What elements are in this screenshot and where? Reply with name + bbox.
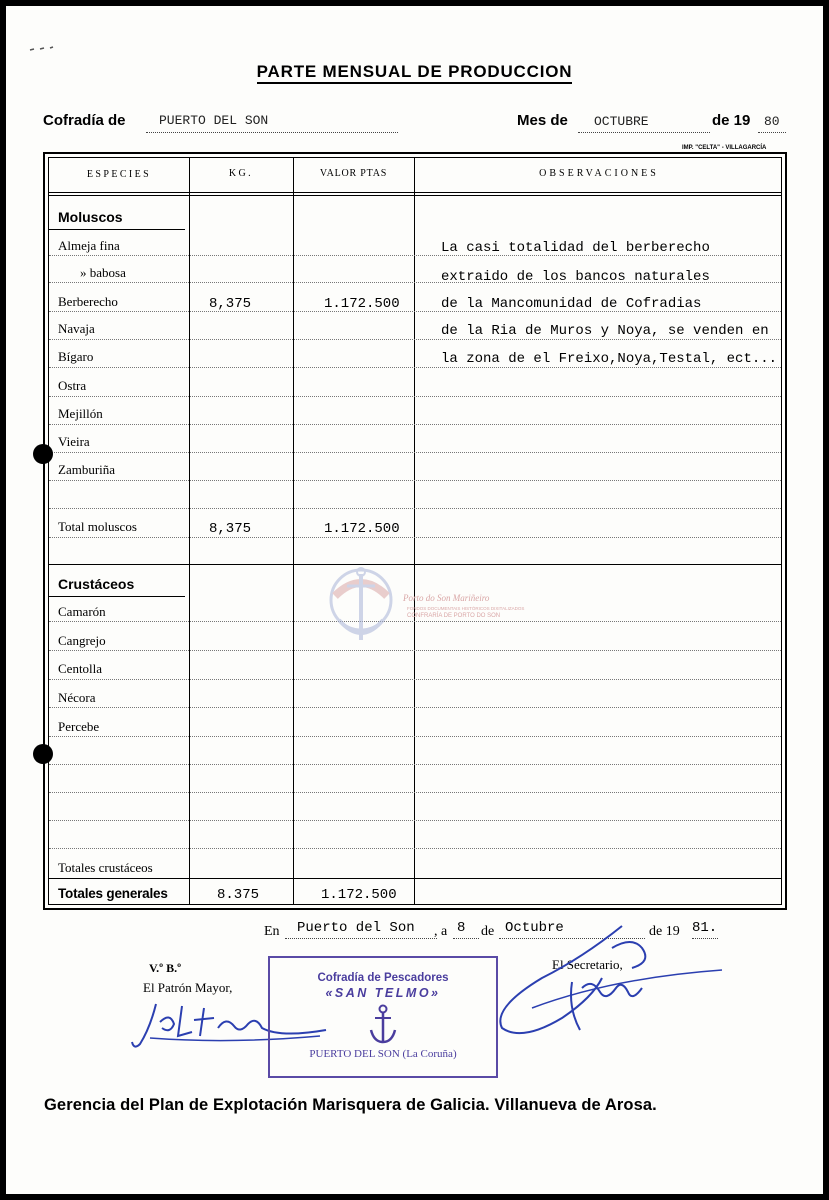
stamp-line-2: «SAN TELMO» [325, 986, 441, 1000]
stamp-line-3: PUERTO DEL SON (La Coruña) [309, 1048, 457, 1060]
month-value: Octubre [505, 920, 564, 936]
patron-label: El Patrón Mayor, [143, 980, 233, 995]
row-label-necora: Nécora [58, 690, 96, 705]
anchor-icon [368, 1004, 398, 1046]
row-label-bigaro: Bígaro [58, 349, 94, 364]
year-field [758, 114, 786, 133]
row-line [49, 848, 781, 849]
cofradia-stamp [268, 956, 498, 1078]
punch-hole [33, 744, 53, 764]
cofradia-field [146, 114, 398, 133]
total-moluscos-kg: 8,375 [209, 521, 252, 537]
mes-field [578, 114, 710, 133]
date-year-label: de 19 [649, 924, 680, 939]
total-moluscos-valor: 1.172.500 [324, 521, 400, 537]
section-divider [49, 878, 781, 879]
date-year-value: 81. [692, 920, 718, 936]
row-label-centolla: Centolla [58, 661, 103, 676]
totales-generales-valor: 1.172.500 [321, 887, 397, 903]
row-line [49, 367, 781, 368]
row-line [49, 764, 781, 765]
section-crustaceos: Crustáceos [58, 576, 135, 592]
place-field [285, 922, 437, 939]
mes-label: Mes de [517, 112, 568, 129]
footer-text: Gerencia del Plan de Explotación Marisquera de Galicia. Villanueva de Arosa. [44, 1096, 657, 1114]
watermark-subtitle: FONDOS DOCUMENTAIS HISTÓRICOS DIXITALIZADOS [407, 606, 525, 611]
punch-hole [33, 444, 53, 464]
anchor-watermark-logo [325, 562, 397, 652]
row-line [49, 396, 781, 397]
header-observaciones: OBSERVACIONES [539, 168, 659, 179]
ink-speck [28, 39, 58, 45]
mes-value: OCTUBRE [594, 114, 649, 129]
row-line [49, 339, 781, 340]
header-rule [49, 192, 781, 193]
header-kg: KG. [228, 168, 254, 179]
row-label-berberecho: Berberecho [58, 294, 118, 309]
row-line [49, 508, 781, 509]
production-table [43, 152, 787, 910]
a-label: , a [434, 924, 448, 939]
watermark-org: CONFRARÍA DE PORTO DO SON [407, 613, 501, 619]
header-especies: ESPECIES [86, 169, 152, 180]
row-line [49, 736, 781, 737]
document-sheet [6, 6, 823, 1194]
row-label-ostra: Ostra [58, 378, 87, 393]
row-line [49, 707, 781, 708]
header-rule [49, 195, 781, 196]
total-moluscos-label: Total moluscos [58, 519, 137, 534]
de-label: de [481, 924, 495, 939]
row-label-cangrejo: Cangrejo [58, 633, 106, 648]
observacion-line: de la Mancomunidad de Cofradias [441, 296, 702, 312]
section-rule [49, 596, 185, 597]
row-label-navaja: Navaja [58, 321, 95, 336]
row-label-mejillon: Mejillón [58, 406, 103, 421]
row-line [49, 679, 781, 680]
row-label-zamburina: Zamburiña [58, 462, 116, 477]
section-rule [49, 229, 185, 230]
observacion-line: la zona de el Freixo,Noya,Testal, ect... [441, 351, 778, 367]
cofradia-value: PUERTO DEL SON [159, 113, 269, 128]
row-label-vieira: Vieira [58, 434, 90, 449]
observacion-line: La casi totalidad del berberecho [441, 240, 710, 256]
place-value: Puerto del Son [297, 920, 415, 936]
printer-note: IMP. "CELTA" - VILLAGARCÍA [682, 145, 767, 151]
row-line [49, 452, 781, 453]
berberecho-kg: 8,375 [209, 296, 252, 312]
document-title: PARTE MENSUAL DE PRODUCCION [6, 62, 823, 82]
stamp-line-1: Cofradía de Pescadores [317, 972, 449, 984]
row-line [49, 792, 781, 793]
row-line [49, 621, 781, 622]
berberecho-valor: 1.172.500 [324, 296, 400, 312]
header-valor: VALOR PTAS [319, 168, 388, 179]
row-line [49, 650, 781, 651]
row-line [49, 480, 781, 481]
observacion-line: de la Ria de Muros y Noya, se venden en [441, 323, 769, 339]
section-moluscos: Moluscos [58, 209, 123, 225]
totales-crustaceos-label: Totales crustáceos [58, 860, 153, 875]
observacion-line: extraido de los bancos naturales [441, 269, 710, 285]
secretario-signature [472, 918, 732, 1048]
section-divider [49, 564, 781, 565]
row-label-camaron: Camarón [58, 604, 106, 619]
secretario-label: El Secretario, [552, 957, 623, 972]
watermark-title: Porto do Son Mariñeiro [403, 593, 490, 603]
totales-generales-kg: 8.375 [217, 887, 260, 903]
cofradia-label: Cofradía de [43, 112, 126, 129]
totales-generales-label: Totales generales [58, 886, 168, 901]
vobo-label: V.º B.º [149, 961, 182, 975]
row-line [49, 537, 781, 538]
row-label-almeja-fina: Almeja fina [58, 238, 120, 253]
en-label: En [264, 924, 280, 939]
day-value: 8 [457, 920, 466, 936]
row-line [49, 424, 781, 425]
row-line [49, 820, 781, 821]
row-label-babosa: » babosa [80, 265, 126, 280]
row-label-percebe: Percebe [58, 719, 100, 734]
year-label: de 19 [712, 112, 751, 129]
year-value: 80 [764, 114, 780, 129]
